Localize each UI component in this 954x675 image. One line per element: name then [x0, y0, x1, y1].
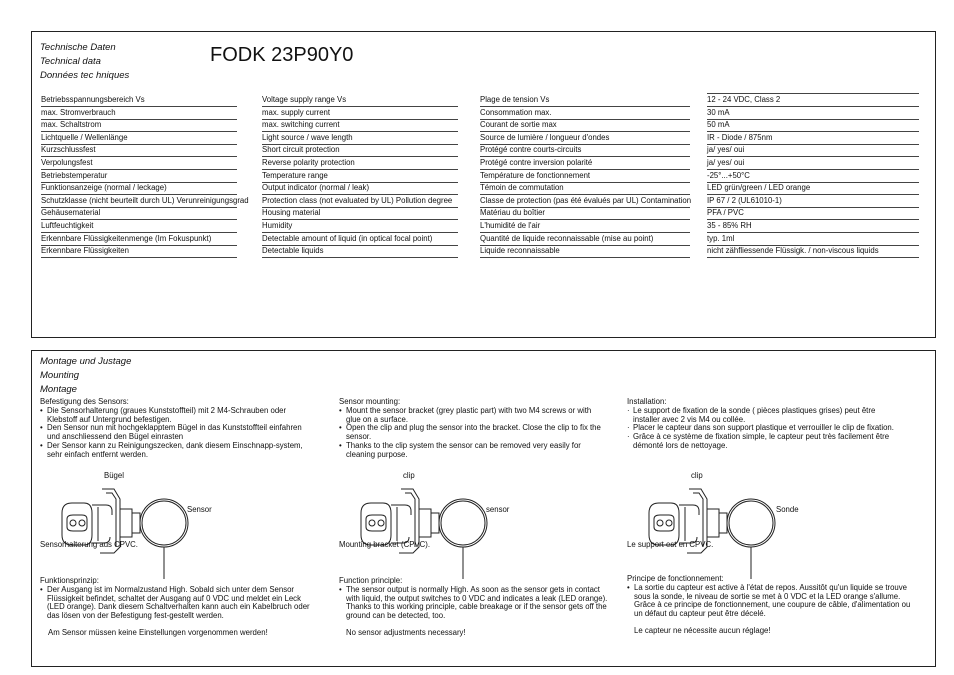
row-divider [480, 257, 690, 258]
spec-label-de: max. Schaltstrom [41, 120, 102, 130]
sensor-label: Sonde [776, 505, 799, 514]
spec-label-en: Voltage supply range Vs [262, 95, 347, 104]
spec-row [32, 245, 937, 257]
spec-row [32, 182, 937, 194]
bracket-caption: Sensorhalterung aus CPVC. [40, 540, 138, 549]
principle-note-en: No sensor adjustments necessary! [346, 627, 466, 637]
spec-label-en: Output indicator (normal / leak) [262, 183, 370, 193]
principle-heading-en: Function principle: [339, 576, 403, 585]
spec-label-de: Kurzschlussfest [41, 145, 96, 155]
spec-label-en: Short circuit protection [262, 145, 340, 155]
spec-value: 30 mA [707, 107, 730, 117]
spec-label-de: Gehäusematerial [41, 208, 101, 218]
mounting-header-de: Montage und Justage [40, 356, 132, 367]
spec-value: -25°...+50°C [707, 170, 750, 180]
spec-label-en: Light source / wave length [262, 132, 353, 142]
spec-row [32, 170, 937, 182]
mounting-item-en: • Open the clip and plug the sensor into the bracket. Close the clip to fix the sensor. [339, 424, 607, 442]
spec-value: ja/ yes/ oui [707, 158, 745, 167]
model-title: FODK 23P90Y0 [210, 44, 354, 66]
spec-value: IP 67 / 2 (UL61010-1) [707, 195, 782, 205]
spec-label-fr: Plage de tension Vs [480, 95, 550, 104]
mounting-text-de [40, 398, 308, 460]
spec-label-fr: Courant de sortie max [480, 120, 557, 130]
mounting-item-de: • Der Sensor kann zu Reinigungszecken, dank diesem Einschnapp-system, sehr einfach entfernt werden. [40, 442, 308, 460]
mounting-item-fr: · Le support de fixation de la sonde ( pièces plastiques grises) peut être installer avec 2 vis M4 ou collée. [627, 407, 899, 425]
mounting-item-de: • Den Sensor nun mit hochgeklapptem Bügel in das Kunststoffteil einfahren und anschliessend den Bügel einrasten [40, 424, 308, 442]
header-line-de: Technische Daten [40, 42, 116, 53]
spec-value: typ. 1ml [707, 233, 735, 243]
bracket-caption: Le support est en CPVC. [627, 540, 714, 549]
spec-row [32, 233, 937, 245]
spec-label-en: Housing material [262, 208, 321, 218]
header-line-fr: Données tec hniques [40, 70, 130, 81]
row-divider [41, 257, 237, 258]
spec-label-de: Funktionsanzeige (normal / leckage) [41, 183, 167, 193]
mounting-text-en [339, 398, 607, 460]
mounting-panel [31, 350, 936, 667]
bracket-caption: Mounting bracket (CPVC). [339, 540, 430, 549]
technical-data-panel [31, 31, 936, 338]
principle-text-fr [627, 575, 911, 636]
row-divider [707, 257, 919, 258]
spec-row [32, 157, 937, 169]
sensor-label: Sensor [187, 505, 212, 514]
principle-text-de [40, 577, 312, 638]
spec-row [32, 94, 937, 106]
spec-label-fr: Classe de protection (pas été évalués par UL) Contamination [480, 195, 692, 205]
spec-label-en: Temperature range [262, 170, 328, 180]
mounting-heading-en: Sensor mounting: [339, 397, 401, 406]
spec-label-de: Erkennbare Flüssigkeitenmenge (Im Fokuspunkt) [41, 233, 212, 243]
principle-item-en: • The sensor output is normally High. As soon as the sensor gets in contact with liquid, the output switches to 0 VDC and indicates a leak (LED orange). Thanks to this working principle, cable breakage or if the sensor gets off the ground can be detected, too. [339, 586, 611, 621]
mounting-text-fr [627, 398, 899, 451]
spec-label-en: Humidity [262, 221, 293, 230]
spec-label-de: Schutzklasse (nicht beurteilt durch UL) Verunreinigungsgrad [41, 195, 249, 205]
clip-label: clip [691, 471, 703, 480]
spec-label-fr: Témoin de commutation [480, 183, 564, 193]
principle-item-fr: • La sortie du capteur est active à l'état de repos. Aussitôt qu'un liquide se trouve sous la sonde, le niveau de sortie se met à 0 VDC et la LED orange s'allume. Grâce à ce principe de fonctionnement, une coupure de câble, d'alimentation ou un défaut du capteur peut être décelé. [627, 584, 911, 619]
header-line-en: Technical data [40, 56, 101, 67]
mounting-header [40, 355, 131, 397]
spec-value: 50 mA [707, 120, 730, 130]
spec-value: nicht zähfliessende Flüssigk. / non-viscous liquids [707, 246, 879, 256]
spec-label-fr: Consommation max. [480, 107, 552, 117]
spec-label-de: Luftfeuchtigkeit [41, 221, 94, 230]
mounting-header-fr: Montage [40, 384, 77, 395]
spec-label-fr: Température de fonctionnement [480, 170, 591, 180]
mounting-item-fr: · Placer le capteur dans son support plastique et verrouiller le clip de fixation. [627, 424, 899, 433]
spec-label-fr: Matériau du boîtier [480, 208, 546, 218]
spec-label-fr: Protégé contre courts-circuits [480, 145, 582, 155]
sensor-bracket-diagram [339, 469, 489, 579]
spec-row [32, 220, 937, 232]
mounting-heading-fr: Installation: [627, 397, 667, 406]
mounting-heading-de: Befestigung des Sensors: [40, 397, 129, 406]
spec-label-en: Detectable liquids [262, 246, 324, 256]
spec-label-en: Protection class (not evaluated by UL) Pollution degree [262, 195, 453, 205]
principle-heading-fr: Principe de fonctionnement: [627, 574, 724, 583]
spec-row [32, 144, 937, 156]
spec-row [32, 107, 937, 119]
sensor-label: sensor [486, 505, 510, 514]
spec-label-en: Reverse polarity protection [262, 158, 355, 167]
spec-value: IR - Diode / 875nm [707, 132, 773, 142]
spec-label-fr: Quantité de liquide reconnaissable (mise au point) [480, 233, 654, 243]
clip-label: Bügel [104, 471, 124, 480]
spec-label-fr: Source de lumière / longueur d'ondes [480, 132, 610, 142]
spec-value: LED grün/green / LED orange [707, 183, 811, 193]
sensor-bracket-diagram [40, 469, 190, 579]
principle-item-de: • Der Ausgang ist im Normalzustand High. Sobald sich unter dem Sensor Flüssigkeit befindet, schaltet der Ausgang auf 0 VDC und meldet ein Leck (LED orange). Dank diesem Schaltverhalten kann auch ein Kabelbruch oder das lösen von der Befestigung fest-gestellt werden. [40, 586, 312, 621]
mounting-item-en: • Mount the sensor bracket (grey plastic part) with two M4 screws or with glue on a surface. [339, 407, 607, 425]
spec-label-de: Lichtquelle / Wellenlänge [41, 132, 128, 142]
spec-label-en: Detectable amount of liquid (in optical focal point) [262, 233, 433, 243]
spec-label-fr: Protégé contre inversion polarité [480, 158, 593, 167]
principle-note-de: Am Sensor müssen keine Einstellungen vorgenommen werden! [48, 627, 268, 637]
principle-heading-de: Funktionsprinzip: [40, 576, 99, 585]
spec-value: 35 - 85% RH [707, 221, 752, 230]
principle-note-fr: Le capteur ne nécessite aucun réglage! [634, 625, 771, 635]
mounting-item-de: • Die Sensorhalterung (graues Kunststoffteil) mit 2 M4-Schrauben oder Klebstoff auf Untergrund befestigen. [40, 407, 308, 425]
spec-label-de: max. Stromverbrauch [41, 107, 116, 117]
spec-label-fr: L'humidité de l'air [480, 221, 541, 230]
row-divider [707, 93, 919, 94]
spec-row [32, 207, 937, 219]
mounting-item-en: • Thanks to the clip system the sensor can be removed very easily for cleaning purpose. [339, 442, 607, 460]
row-divider [262, 257, 458, 258]
sensor-bracket-diagram [627, 469, 777, 579]
mounting-item-fr: · Grâce à ce système de fixation simple, le capteur peut très facilement être démonté lors de nettoyage. [627, 433, 899, 451]
spec-value: 12 - 24 VDC, Class 2 [707, 95, 781, 104]
spec-row [32, 132, 937, 144]
spec-row [32, 195, 937, 207]
spec-value: PFA / PVC [707, 208, 744, 218]
spec-label-de: Erkennbare Flüssigkeiten [41, 246, 129, 256]
spec-row [32, 119, 937, 131]
spec-label-en: max. supply current [262, 107, 331, 117]
spec-label-fr: Liquide reconnaissable [480, 246, 560, 256]
spec-label-de: Betriebsspannungsbereich Vs [41, 95, 145, 104]
clip-label: clip [403, 471, 415, 480]
spec-label-de: Betriebstemperatur [41, 170, 108, 180]
spec-value: ja/ yes/ oui [707, 145, 745, 155]
spec-label-en: max. switching current [262, 120, 340, 130]
section-header [40, 41, 129, 83]
principle-text-en [339, 577, 611, 638]
mounting-header-en: Mounting [40, 370, 80, 381]
spec-label-de: Verpolungsfest [41, 158, 93, 167]
